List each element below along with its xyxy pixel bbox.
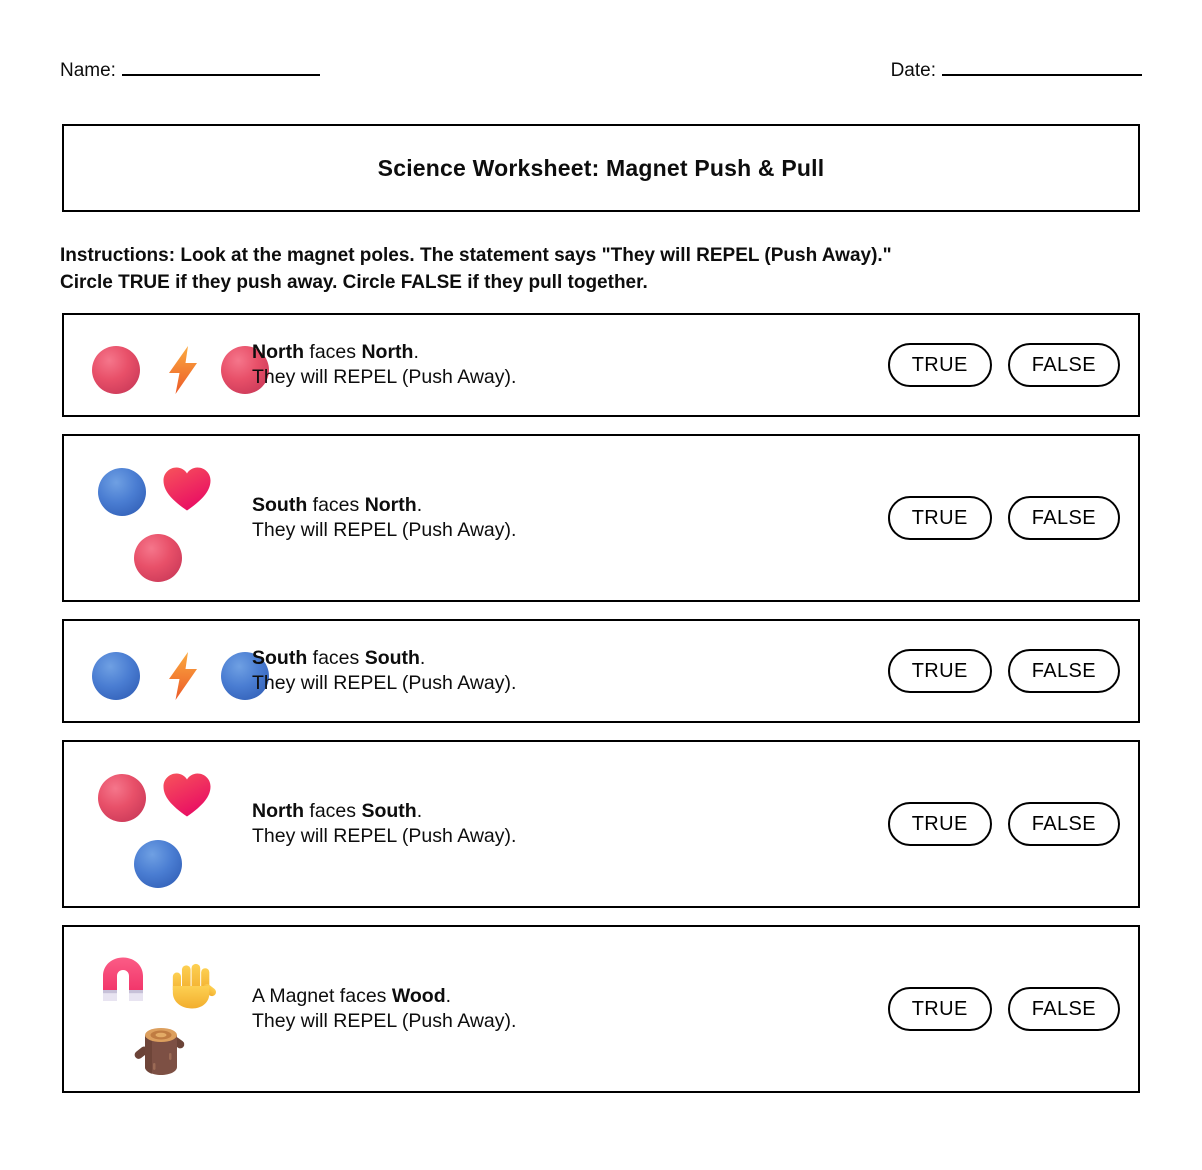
text-segment: Instructions: Look at the magnet poles. The statement says "They will	[60, 245, 697, 266]
false-button[interactable]: FALSE	[1008, 496, 1120, 540]
text-segment: South	[361, 800, 417, 822]
true-button[interactable]: TRUE	[888, 343, 992, 387]
heart-glyph	[160, 771, 214, 819]
raised-hand-icon	[169, 960, 217, 1010]
ball-glyph	[98, 774, 146, 822]
text-segment: South	[252, 647, 308, 669]
instructions	[60, 242, 892, 296]
answer-options	[888, 496, 1120, 540]
question-row	[62, 434, 1140, 602]
name-label: Name:	[60, 60, 116, 81]
statement-line1	[252, 799, 516, 824]
text-segment: TRUE	[118, 272, 170, 293]
question-row	[62, 925, 1140, 1093]
question-statement	[252, 799, 516, 849]
text-segment: South	[252, 494, 308, 516]
text-segment: North	[361, 341, 414, 363]
question-statement	[252, 984, 516, 1034]
ball-glyph	[92, 346, 140, 394]
red-circle-icon	[98, 774, 146, 822]
magnet-glyph	[100, 955, 146, 1003]
false-button[interactable]: FALSE	[1008, 343, 1120, 387]
statement-line1	[252, 493, 516, 518]
statement-line2: They will REPEL (Push Away).	[252, 1010, 517, 1032]
question-row	[62, 313, 1140, 417]
zap-icon	[167, 345, 199, 395]
zap-glyph	[167, 651, 199, 701]
title-box	[62, 124, 1140, 212]
answer-options	[888, 987, 1120, 1031]
ball-glyph	[134, 534, 182, 582]
text-segment: FALSE	[400, 272, 462, 293]
date-field	[891, 58, 1142, 82]
question-statement	[252, 340, 516, 390]
heart-glyph	[160, 465, 214, 513]
instructions-line-1	[60, 242, 892, 269]
text-segment: .	[416, 800, 423, 822]
text-segment: .	[419, 647, 426, 669]
red-circle-icon	[134, 534, 182, 582]
text-segment: REPEL	[696, 245, 760, 266]
statement-line2: They will REPEL (Push Away).	[252, 672, 517, 694]
name-field	[60, 58, 320, 82]
statement-line2: They will REPEL (Push Away).	[252, 825, 517, 847]
wood-glyph	[133, 1023, 187, 1079]
red-circle-icon	[92, 346, 140, 394]
zap-glyph	[167, 345, 199, 395]
true-button[interactable]: TRUE	[888, 649, 992, 693]
text-segment: .	[416, 494, 423, 516]
statement-line1	[252, 984, 516, 1009]
true-button[interactable]: TRUE	[888, 496, 992, 540]
red-heart-icon	[160, 465, 214, 513]
header-fields	[60, 58, 1142, 82]
wood-log-icon	[133, 1023, 187, 1079]
text-segment: .	[413, 341, 419, 363]
name-blank-line[interactable]	[122, 58, 320, 76]
text-segment: faces	[304, 800, 362, 822]
question-list	[62, 313, 1140, 1093]
true-button[interactable]: TRUE	[888, 802, 992, 846]
red-heart-icon	[160, 771, 214, 819]
answer-options	[888, 649, 1120, 693]
text-segment: Circle	[60, 272, 119, 293]
instructions-line-2	[60, 269, 892, 296]
text-segment: North	[252, 800, 304, 822]
true-button[interactable]: TRUE	[888, 987, 992, 1031]
text-segment: if they pull together.	[461, 272, 648, 293]
statement-line2: They will REPEL (Push Away).	[252, 519, 517, 541]
false-button[interactable]: FALSE	[1008, 802, 1120, 846]
question-row	[62, 619, 1140, 723]
ball-glyph	[98, 468, 146, 516]
blue-circle-icon	[92, 652, 140, 700]
text-segment: Wood	[391, 985, 446, 1007]
date-label: Date:	[890, 60, 936, 81]
ball-glyph	[92, 652, 140, 700]
statement-line1	[252, 646, 516, 671]
zap-icon	[167, 651, 199, 701]
text-segment: faces	[307, 647, 365, 669]
ball-glyph	[134, 840, 182, 888]
date-blank-line[interactable]	[942, 58, 1142, 76]
false-button[interactable]: FALSE	[1008, 987, 1120, 1031]
text-segment: North	[364, 494, 417, 516]
statement-line1	[252, 340, 516, 365]
question-row	[62, 740, 1140, 908]
text-segment: if they push away. Circle	[169, 272, 401, 293]
hand-glyph	[169, 960, 217, 1010]
text-segment: faces	[304, 341, 362, 363]
page-title: Science Worksheet: Magnet Push & Pull	[377, 154, 825, 181]
text-segment: (Push Away)."	[759, 245, 892, 266]
answer-options	[888, 802, 1120, 846]
blue-circle-icon	[134, 840, 182, 888]
blue-circle-icon	[98, 468, 146, 516]
text-segment: faces	[307, 494, 365, 516]
false-button[interactable]: FALSE	[1008, 649, 1120, 693]
text-segment: A Magnet faces	[252, 985, 392, 1007]
statement-line2: They will REPEL (Push Away).	[252, 366, 517, 388]
text-segment: .	[445, 985, 452, 1007]
magnet-icon	[100, 955, 146, 1003]
text-segment: North	[252, 341, 304, 363]
text-segment: South	[364, 647, 420, 669]
question-statement	[252, 646, 516, 696]
question-statement	[252, 493, 516, 543]
answer-options	[888, 343, 1120, 387]
